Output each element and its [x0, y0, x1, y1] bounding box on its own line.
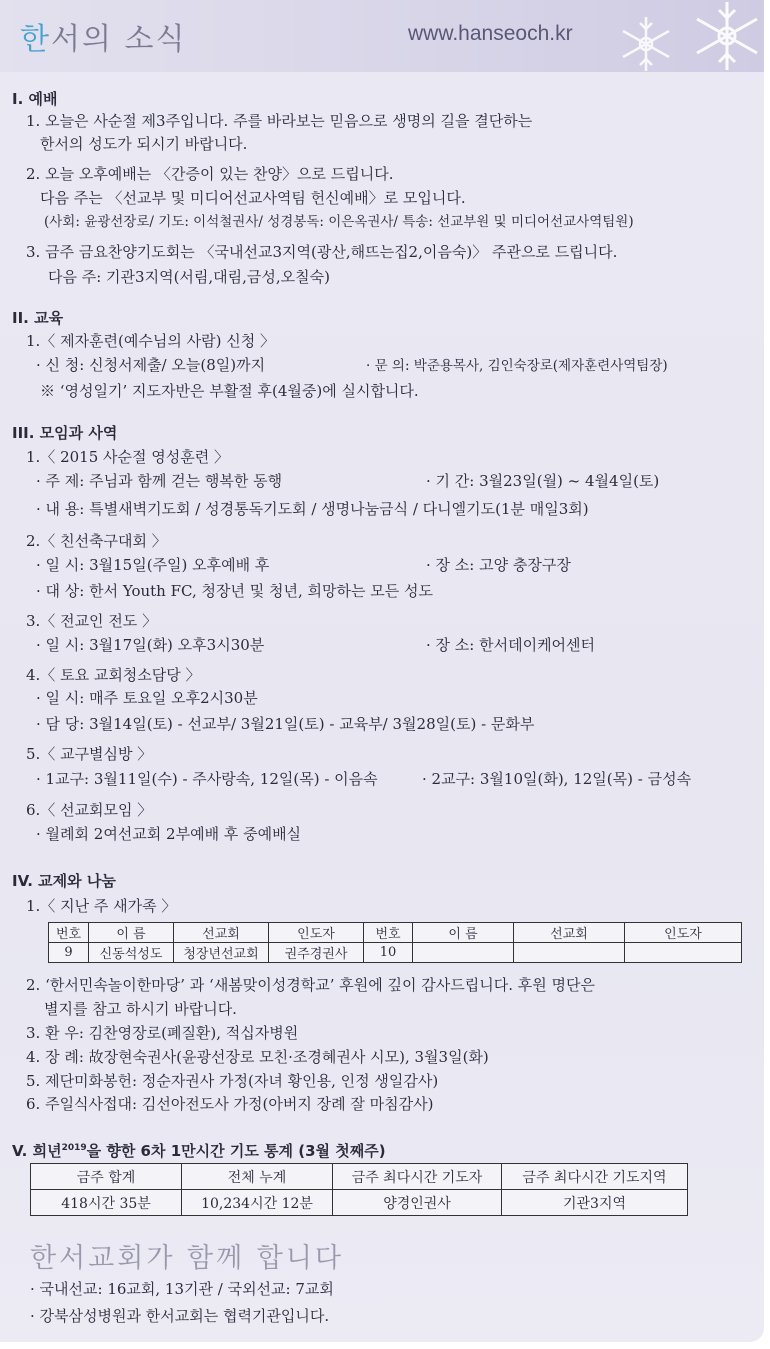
table-header-row — [31, 1164, 688, 1190]
prayer-heading-a: V. 희년 — [12, 1142, 62, 1160]
section-heading-gatherings: III. 모임과 사역 — [12, 424, 118, 442]
fellowship-item-2-cont: 별지를 참고 하시기 바랍니다. — [44, 1000, 237, 1018]
table-header: 금주 최다시간 기도지역 — [502, 1164, 688, 1190]
gathering-item-2-target: · 대 상: 한서 Youth FC, 청장년 및 청년, 희망하는 모든 성도 — [36, 582, 433, 600]
section-heading-prayer-stats — [12, 1139, 386, 1161]
table-cell: 10,234시간 12분 — [182, 1190, 333, 1216]
gathering-item-5-parish1: · 1교구: 3월11일(수) - 주사랑속, 12일(목) - 이음속 — [36, 770, 378, 788]
worship-item-3: 3. 금주 금요찬양기도회는 〈국내선교3지역(광산,해뜨는집2,이음숙)〉 주관으로 드립니다. — [26, 243, 618, 261]
gathering-item-4: 4.〈 토요 교회청소담당 〉 — [26, 666, 201, 684]
page-title — [20, 14, 186, 58]
table-header: 선교회 — [514, 923, 625, 943]
education-contact: · 문 의: 박준용목사, 김인숙장로(제자훈련사역팀장) — [366, 358, 668, 374]
gathering-item-4-duty: · 담 당: 3월14일(토) - 선교부/ 3월21일(토) - 교육부/ 3월28일(토) - 문화부 — [36, 715, 535, 733]
table-row — [31, 1190, 688, 1216]
table-cell: 기관3지역 — [502, 1190, 688, 1216]
title-rest: 서의 소식 — [50, 22, 187, 57]
worship-item-2: 2. 오늘 오후예배는 〈간증이 있는 찬양〉으로 드립니다. — [26, 165, 394, 183]
education-apply: · 신 청: 신청서제출/ 오늘(8일)까지 — [36, 356, 266, 374]
website-url[interactable]: www.hanseoch.kr — [408, 22, 573, 45]
fellowship-item-5: 5. 제단미화봉헌: 정순자권사 가정(자녀 황인용, 인정 생일감사) — [26, 1072, 439, 1090]
table-cell: 418시간 35분 — [31, 1190, 182, 1216]
table-cell — [625, 943, 742, 963]
gathering-item-3-time: · 일 시: 3월17일(화) 오후3시30분 — [36, 636, 265, 654]
education-item-1: 1.〈 제자훈련(예수님의 사람) 신청 〉 — [26, 332, 275, 350]
prayer-stats-table — [30, 1163, 688, 1216]
table-cell — [514, 943, 625, 963]
gathering-item-3-place: · 장 소: 한서데이케어센터 — [426, 636, 596, 654]
fellowship-item-1: 1.〈 지난 주 새가족 〉 — [26, 897, 177, 915]
worship-item-1: 1. 오늘은 사순절 제3주입니다. 주를 바라보는 믿음으로 생명의 길을 결단하는 — [26, 112, 533, 130]
worship-item-2-detail: (사회: 윤광선장로/ 기도: 이석철권사/ 성경봉독: 이은옥권사/ 특송: 선교부원 및 미디어선교사역팀원) — [44, 214, 634, 230]
new-family-table — [48, 922, 742, 963]
prayer-heading-year: 2019 — [61, 1143, 87, 1153]
table-header: 금주 합계 — [31, 1164, 182, 1190]
gathering-item-1-period: · 기 간: 3월23일(월) ~ 4월4일(토) — [426, 472, 660, 490]
gathering-item-1-content: · 내 용: 특별새벽기도회 / 성경통독기도회 / 생명나눔금식 / 다니엘기도(1분 매일3회) — [36, 500, 589, 518]
section-heading-worship: I. 예배 — [12, 90, 58, 108]
table-header: 선교회 — [174, 923, 269, 943]
gathering-item-3: 3.〈 전교인 전도 〉 — [26, 612, 158, 630]
table-cell: 신동석성도 — [89, 943, 174, 963]
snowflake-icon — [690, 0, 764, 72]
table-cell: 10 — [364, 943, 413, 963]
table-cell: 권주경권사 — [269, 943, 364, 963]
gathering-item-6-detail: · 월례회 2여선교회 2부예배 후 중예배실 — [36, 825, 302, 843]
gathering-item-6: 6.〈 선교회모임 〉 — [26, 801, 153, 819]
table-header: 이 름 — [413, 923, 514, 943]
fellowship-item-2: 2. ‘한서민속놀이한마당’ 과 ‘새봄맞이성경학교’ 후원에 깊이 감사드립니다. 후원 명단은 — [26, 976, 595, 994]
header-banner — [0, 0, 764, 72]
table-header: 인도자 — [269, 923, 364, 943]
section-heading-fellowship: IV. 교제와 나눔 — [12, 872, 116, 890]
table-row — [49, 943, 742, 963]
gathering-item-1: 1.〈 2015 사순절 영성훈련 〉 — [26, 448, 229, 466]
table-header: 번호 — [49, 923, 89, 943]
gathering-item-5-parish2: · 2교구: 3월10일(화), 12일(목) - 금성속 — [422, 770, 692, 788]
education-note: ※ ‘영성일기’ 지도자반은 부활절 후(4월중)에 실시합니다. — [40, 382, 419, 400]
snowflake-icon — [616, 14, 676, 74]
worship-item-2-cont: 다음 주는 〈선교부 및 미디어선교사역팀 헌신예배〉로 모입니다. — [40, 189, 466, 207]
fellowship-item-6: 6. 주일식사접대: 김선아전도사 가정(아버지 장례 잘 마침감사) — [26, 1095, 434, 1113]
worship-item-1-cont: 한서의 성도가 되시기 바랍니다. — [40, 135, 248, 153]
table-header: 인도자 — [625, 923, 742, 943]
gathering-item-5: 5.〈 교구별심방 〉 — [26, 745, 153, 763]
table-cell: 양경인권사 — [333, 1190, 502, 1216]
table-header: 금주 최다시간 기도자 — [333, 1164, 502, 1190]
table-header-row — [49, 923, 742, 943]
footer-title: 한서교회가 함께 합니다 — [30, 1243, 344, 1274]
table-cell: 청장년선교회 — [174, 943, 269, 963]
gathering-item-2-place: · 장 소: 고양 충장구장 — [426, 556, 571, 574]
gathering-item-2-time: · 일 시: 3월15일(주일) 오후예배 후 — [36, 556, 270, 574]
prayer-heading-b: 을 향한 6차 1만시간 기도 통계 (3월 첫째주) — [86, 1142, 386, 1160]
worship-item-3-cont: 다음 주: 기관3지역(서림,대림,금성,오칠숙) — [48, 268, 330, 286]
table-header: 전체 누계 — [182, 1164, 333, 1190]
footer-partner-note: · 강북삼성병원과 한서교회는 협력기관입니다. — [30, 1307, 330, 1325]
title-first-char: 한 — [20, 22, 51, 57]
gathering-item-1-theme: · 주 제: 주님과 함께 걷는 행복한 동행 — [36, 472, 283, 490]
table-header: 번호 — [364, 923, 413, 943]
table-cell — [413, 943, 514, 963]
fellowship-item-3: 3. 환 우: 김찬영장로(폐질환), 적십자병원 — [26, 1024, 299, 1042]
table-cell: 9 — [49, 943, 89, 963]
table-header: 이 름 — [89, 923, 174, 943]
footer-mission-count: · 국내선교: 16교회, 13기관 / 국외선교: 7교회 — [30, 1280, 334, 1298]
gathering-item-4-time: · 일 시: 매주 토요일 오후2시30분 — [36, 689, 258, 707]
gathering-item-2: 2.〈 친선축구대회 〉 — [26, 532, 167, 550]
section-heading-education: II. 교육 — [12, 309, 64, 327]
fellowship-item-4: 4. 장 례: 故장현숙권사(윤광선장로 모친·조경혜권사 시모), 3월3일(화) — [26, 1048, 489, 1066]
